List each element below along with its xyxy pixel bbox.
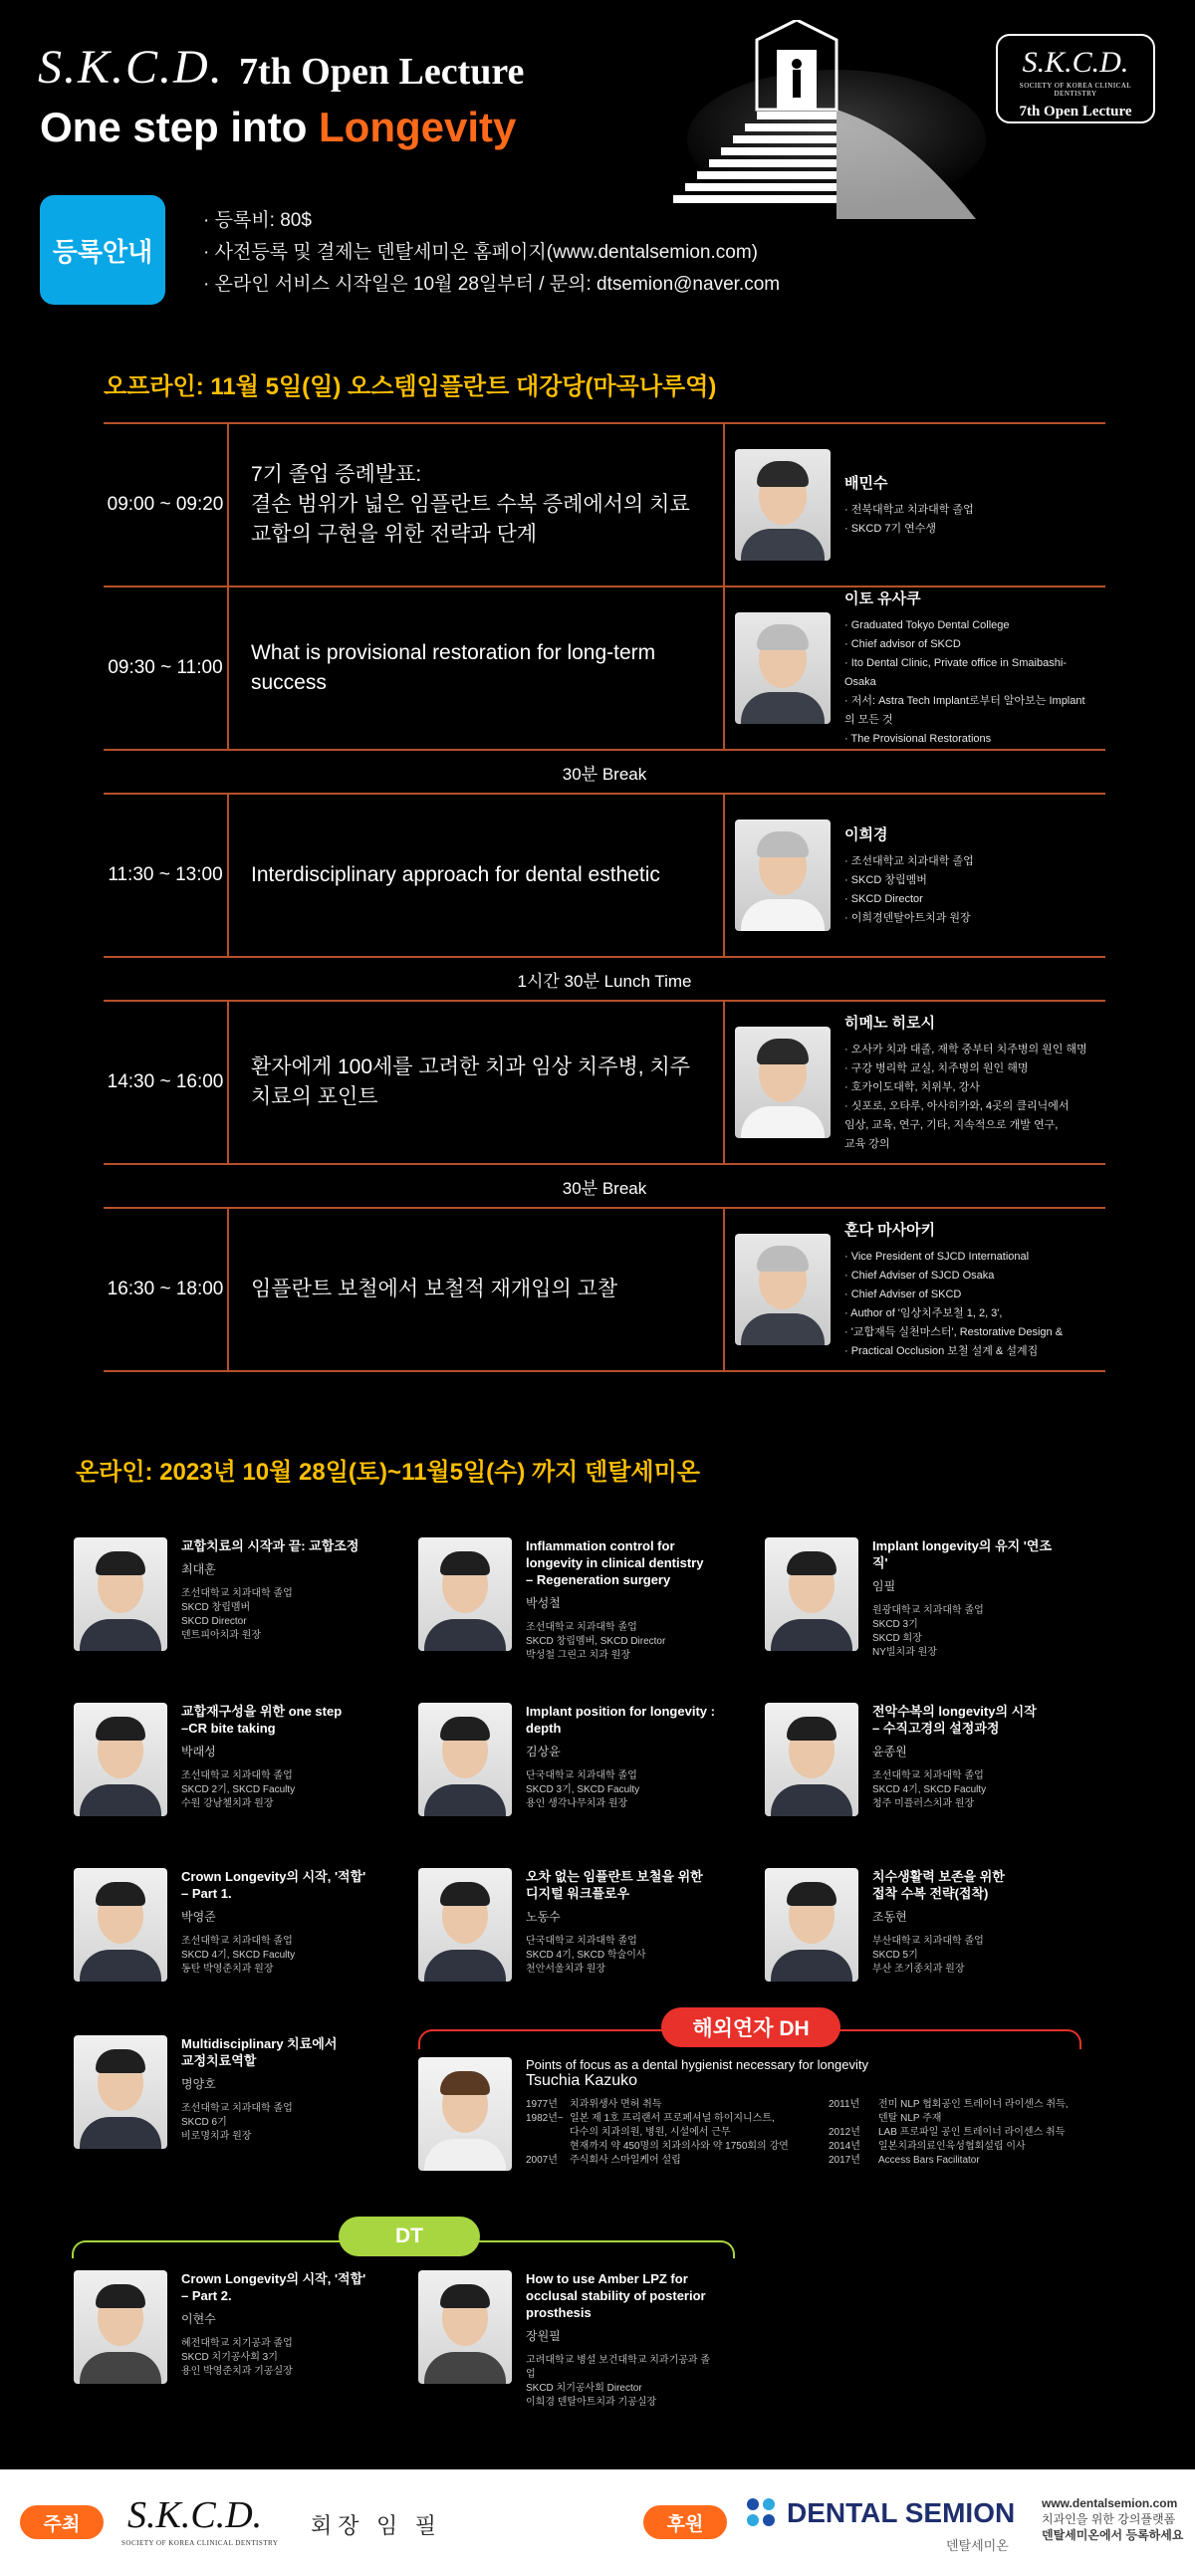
lecturer-cv-line: 이희경 덴탈아트치과 기공실장 [526,2397,657,2408]
offline-title: 오프라인: 11월 5일(일) 오스템임플란트 대강당(마곡나루역) [104,373,717,400]
session-time: 14:30 ~ 16:00 [104,1002,229,1163]
lecturer-photo [74,1537,167,1651]
lecturer-cv-line: SKCD 2기, SKCD Faculty [181,1784,296,1795]
career-item: 주식회사 스마일케어 설립 [570,2155,681,2166]
lecturer-photo [74,1868,167,1982]
speaker-name: 이희경 [844,825,888,843]
schedule-row [104,795,1105,958]
speaker-cv-line: · SKCD Director [844,892,923,905]
lecturer-name: 박영준 [181,1910,216,1924]
footer-tagline: 치과인을 위한 강의플랫폼 [1042,2512,1176,2526]
dental-semion-mark-icon [747,2498,777,2528]
lecturer-cv-line: 조선대학교 치과대학 졸업 [181,1770,293,1781]
registration-info [203,205,780,301]
registration-website: · 사전등록 및 결제는 덴탈세미온 홈페이지(www.dentalsemion.com) [203,242,758,263]
dental-semion-korean: 덴탈세미온 [946,2538,1009,2553]
subtitle-accent: Longevity [319,104,517,150]
break-row: 1시간 30분 Lunch Time [104,958,1105,1002]
lecturer-cv-line: SKCD 회장 [872,1633,922,1644]
lecturer-cv-line: 박성철 그린고 치과 원장 [526,1650,630,1661]
online-lecture-card [418,1703,715,1816]
dh-lecture-card [418,2057,1143,2171]
session-title: 환자에게 100세를 고려한 치과 임상 치주병, 치주 치료의 포인트 [229,1002,725,1163]
dh-section-label: 해외연자 DH [661,2007,840,2047]
lecturer-photo [418,2270,512,2384]
footer-info [1042,2495,1183,2543]
staircase-door-illustration [637,20,996,219]
dh-career-table [526,2098,1143,2168]
lecture-title: Inflammation control for longevity in clinical dentistry – Regeneration surgery [526,1538,704,1587]
lecturer-cv-line: SKCD 창립멤버, SKCD Director [526,1636,666,1647]
online-lecture-card [418,1868,715,1982]
lecturer-cv-line: SKCD 4기, SKCD Faculty [181,1950,296,1961]
lecturer-photo [765,1703,858,1816]
dt-lecture-card [74,2270,370,2384]
footer-chairman: 회장 임 필 [311,2513,443,2538]
lecturer-photo [74,1703,167,1816]
speaker-cv-line: · 저서: Astra Tech Implant로부터 알아보는 Implant의 모든 것 [844,695,1085,726]
badge-logo: S.K.C.D. [1022,46,1129,79]
online-lecture-card [74,1868,370,1982]
lecturer-cv-line: 덴트피아치과 원장 [181,1630,262,1641]
lecturer-photo [74,2270,167,2384]
speaker-cv-line: · Vice President of SJCD International [844,1250,1030,1263]
footer-skcd-society: SOCIETY OF KOREA CLINICAL DENTISTRY [121,2539,279,2547]
session-speaker [725,424,1105,585]
speaker-cv-line: · Chief advisor of SKCD [844,638,961,650]
registration-fee: · 등록비: 80$ [203,210,312,231]
career-year: 2011년 [829,2099,860,2110]
footer-cta: 덴탈세미온에서 등록하세요 [1042,2528,1184,2542]
lecture-title: 교합재구성을 위한 one step –CR bite taking [181,1704,343,1736]
lecturer-photo [418,2057,512,2171]
lecturer-photo [418,1868,512,1982]
header-skcd-logo: S.K.C.D. [38,41,224,94]
speaker-cv-line: · Practical Occlusion 보철 설계 & 설계집 [844,1344,1039,1357]
lecturer-cv-line: SKCD 6기 [181,2117,227,2128]
footer-website-link[interactable]: www.dentalsemion.com [1042,2496,1178,2510]
career-item: 일본 제 1호 프리랜서 프로페셔널 하이지니스트, [570,2113,775,2124]
lecture-title: 오차 없는 임플란트 보철을 위한 디지털 워크플로우 [526,1869,703,1901]
schedule-row [104,1002,1105,1165]
career-year: 1977년 [526,2099,558,2110]
lecturer-name: 최대훈 [181,1562,216,1576]
speaker-photo [735,820,831,931]
lecturer-name: 임필 [872,1579,896,1593]
lecturer-photo [418,1703,512,1816]
lecturer-name: 이현수 [181,2312,216,2326]
online-lecture-card [74,2035,370,2149]
speaker-cv-line: · Ito Dental Clinic, Private office in Smaibashi-Osaka [844,657,1067,688]
speaker-cv-line: · 이희경덴탈아트치과 원장 [844,911,971,924]
career-year: 1982년~ [526,2113,564,2124]
session-time: 09:00 ~ 09:20 [104,424,229,585]
speaker-cv-line: · Chief Adviser of SKCD [844,1288,962,1300]
session-speaker [725,795,1105,956]
speaker-cv-line: · '교합재득 실천마스터', Restorative Design & [844,1325,1064,1338]
lecture-title: 전악수복의 longevity의 시작 – 수직고경의 설정과정 [872,1704,1037,1736]
dt-section-label: DT [339,2217,480,2256]
lecturer-cv-line: SKCD 5기 [872,1950,918,1961]
speaker-name: 이토 유사쿠 [844,590,921,607]
lecture-title: Multidisciplinary 치료에서 교정치료역할 [181,2036,338,2068]
speaker-cv-line: · 오사카 치과 대졸, 재학 중부터 치주병의 원인 해명 [844,1043,1087,1055]
speaker-cv-line: · 호카이도대학, 치위부, 강사 [844,1080,980,1093]
lecture-title: How to use Amber LPZ for occlusal stability of posterior prosthesis [526,2271,706,2320]
subtitle-prefix: One step into [40,104,320,150]
lecturer-photo [418,1537,512,1651]
break-row: 30분 Break [104,751,1105,795]
footer-skcd-logo: S.K.C.D. [127,2494,263,2536]
lecture-title: Implant position for longevity : depth [526,1704,715,1736]
career-year [829,2112,878,2126]
session-speaker [725,587,1105,749]
career-item: 전미 NLP 협회공인 트레이너 라이센스 취득, [878,2099,1069,2110]
lecturer-cv-line: 부산 조기종치과 원장 [872,1964,965,1975]
lecturer-name: 노동수 [526,1910,561,1924]
schedule-row [104,424,1105,587]
career-year [526,2126,570,2140]
speaker-name: 배민수 [844,474,888,492]
career-item: 일본치과의료인육성협회설립 이사 [878,2141,1026,2152]
lecturer-cv-line: 조선대학교 치과대학 졸업 [181,2103,293,2114]
lecturer-cv-line: 부산대학교 치과대학 졸업 [872,1936,984,1947]
lecturer-cv-line: 조선대학교 치과대학 졸업 [181,1936,293,1947]
lecturer-name: 명양호 [181,2077,216,2091]
host-label: 주최 [20,2505,104,2539]
session-time: 09:30 ~ 11:00 [104,587,229,749]
lecturer-cv-line: SKCD 4기, SKCD 학술이사 [526,1950,646,1961]
career-item: Access Bars Facilitator [878,2155,980,2166]
career-item: LAB 프로파일 공인 트레이너 라이센스 취득 [878,2127,1066,2138]
speaker-photo [735,1234,831,1345]
lecturer-cv-line: SKCD 창립멤버 [181,1602,251,1613]
dental-semion-logo[interactable] [747,2497,1015,2529]
online-lecture-card [418,1537,715,1663]
session-title: What is provisional restoration for long-term success [229,587,725,749]
career-item: 덴탈 NLP 주재 [878,2113,942,2124]
session-speaker [725,1209,1105,1370]
speaker-name: 히메노 히로시 [844,1014,936,1032]
lecturer-name: 장원필 [526,2329,561,2343]
session-speaker [725,1002,1105,1163]
lecturer-cv-line: 용인 박영준치과 기공실장 [181,2366,293,2377]
lecturer-cv-line: 천안서울치과 원장 [526,1964,606,1975]
lecturer-cv-line: 청주 미플러스치과 원장 [872,1798,975,1809]
lecturer-name: 김상윤 [526,1745,561,1758]
speaker-photo [735,449,831,561]
header-subtitle [40,104,516,151]
career-year: 2012년 [829,2127,860,2138]
lecturer-cv-line: 조선대학교 치과대학 졸업 [526,1622,637,1633]
session-title: Interdisciplinary approach for dental esthetic [229,795,725,956]
online-lecture-card [765,1703,1062,1816]
registration-label: 등록안내 [40,195,165,305]
speaker-cv-line: 임상, 교육, 연구, 기타, 지속적으로 개발 연구, [844,1118,1059,1131]
speaker-cv-line: · SKCD 창립멤버 [844,873,927,886]
speaker-cv-line: 교육 강의 [844,1137,890,1150]
lecturer-name: 윤종원 [872,1745,907,1758]
lecturer-cv-line: SKCD 4기, SKCD Faculty [872,1784,987,1795]
footer [0,2469,1195,2576]
career-year: 2007년 [526,2155,558,2166]
lecturer-name: 박성철 [526,1596,561,1610]
dt-lecture-card [418,2270,715,2410]
header-lecture-title: 7th Open Lecture [239,51,525,93]
schedule-row [104,587,1105,751]
speaker-name: 혼다 마사아키 [844,1221,936,1239]
speaker-cv-line: · 조선대학교 치과대학 졸업 [844,854,974,867]
session-title: 임플란트 보철에서 보철적 재개입의 고찰 [229,1209,725,1370]
speaker-photo [735,612,831,724]
lecture-title: 치수생활력 보존을 위한 접착 수복 전략(접착) [872,1869,1005,1901]
badge-society: SOCIETY OF KOREA CLINICAL DENTISTRY [1019,82,1132,98]
online-lecture-card [74,1703,370,1816]
lecturer-cv-line: 동탄 박영준치과 원장 [181,1964,274,1975]
career-item: 치과위생사 면허 취득 [570,2099,662,2110]
career-year: 2017년 [829,2155,860,2166]
lecturer-cv-line: 조선대학교 치과대학 졸업 [181,1588,293,1599]
lecturer-name: 조동현 [872,1910,907,1924]
speaker-cv-line: · 구강 병리학 교실, 치주병의 원인 해명 [844,1061,1029,1074]
lecturer-cv-line: 고려대학교 병설 보건대학교 치과기공과 졸업 [526,2355,710,2380]
break-row: 30분 Break [104,1165,1105,1209]
lecture-title: Crown Longevity의 시작, '적합' – Part 2. [181,2271,366,2303]
lecturer-name: 박래성 [181,1745,216,1758]
career-year: 2014년 [829,2141,860,2152]
lecturer-cv-line: 용인 생각나무치과 원장 [526,1798,628,1809]
online-lecture-card [765,1868,1062,1982]
registration-contact: · 온라인 서비스 시작일은 10월 28일부터 / 문의: dtsemion@naver.com [203,274,781,295]
badge-lecture: 7th Open Lecture [1019,104,1132,119]
lecturer-cv-line: 혜전대학교 치기공과 졸업 [181,2338,293,2349]
speaker-cv-line: · The Provisional Restorations [844,733,992,745]
lecture-title: Implant longevity의 유지 '연조직' [872,1538,1053,1570]
lecturer-cv-line: NY빌치과 원장 [872,1647,937,1658]
sponsor-label: 후원 [643,2505,727,2539]
session-time: 11:30 ~ 13:00 [104,795,229,956]
career-year [526,2140,570,2154]
lecturer-cv-line: SKCD 3기 [872,1619,918,1630]
speaker-cv-line: · Chief Adviser of SJCD Osaka [844,1269,995,1282]
speaker-cv-line: · 전북대학교 치과대학 졸업 [844,503,974,516]
lecturer-cv-line: 단국대학교 치과대학 졸업 [526,1936,637,1947]
online-lecture-card [74,1537,370,1651]
lecturer-cv-line: SKCD 치기공사회 3기 [181,2352,278,2363]
offline-schedule-table [104,422,1105,1372]
lecture-title: Crown Longevity의 시작, '적합' – Part 1. [181,1869,366,1901]
lecture-title: Points of focus as a dental hygienist necessary for longevity [526,2057,868,2072]
speaker-photo [735,1027,831,1138]
lecturer-photo [765,1537,858,1651]
career-item: 현재까지 약 450명의 치과의사와 약 1750회의 강연 [570,2141,789,2152]
lecturer-photo [765,1868,858,1982]
lecturer-photo [74,2035,167,2149]
lecturer-cv-line: 비로명치과 원장 [181,2131,252,2142]
header-badge [996,34,1155,123]
lecturer-cv-line: SKCD 치기공사회 Director [526,2383,642,2394]
lecturer-cv-line: 원광대학교 치과대학 졸업 [872,1605,984,1616]
dental-semion-name: DENTAL SEMION [787,2497,1016,2528]
lecturer-cv-line: 단국대학교 치과대학 졸업 [526,1770,637,1781]
career-item: 다수의 치과의원, 병원, 시설에서 근무 [570,2127,731,2138]
lecturer-cv-line: 조선대학교 치과대학 졸업 [872,1770,984,1781]
lecturer-cv-line: SKCD 3기, SKCD Faculty [526,1784,640,1795]
lecturer-name: Tsuchia Kazuko [526,2072,638,2089]
lecture-title: 교합치료의 시작과 끝: 교합조정 [181,1538,359,1553]
speaker-cv-line: · SKCD 7기 연수생 [844,522,937,535]
session-time: 16:30 ~ 18:00 [104,1209,229,1370]
lecturer-cv-line: SKCD Director [181,1616,247,1627]
online-title: 온라인: 2023년 10월 28일(토)~11월5일(수) 까지 덴탈세미온 [76,1459,700,1486]
speaker-cv-line: · Graduated Tokyo Dental College [844,619,1010,631]
online-lecture-card [765,1537,1062,1660]
lecturer-cv-line: 수원 강남첼치과 원장 [181,1798,274,1809]
speaker-cv-line: · 싯포로, 오타루, 아사히카와, 4곳의 클리닉에서 [844,1099,1070,1112]
speaker-cv-line: · Author of '임상치주보철 1, 2, 3', [844,1306,1003,1319]
session-title: 7기 졸업 증례발표: 결손 범위가 넓은 임플란트 수복 증례에서의 치료교합의 구현을 위한 전략과 단계 [229,424,725,585]
schedule-row [104,1209,1105,1372]
